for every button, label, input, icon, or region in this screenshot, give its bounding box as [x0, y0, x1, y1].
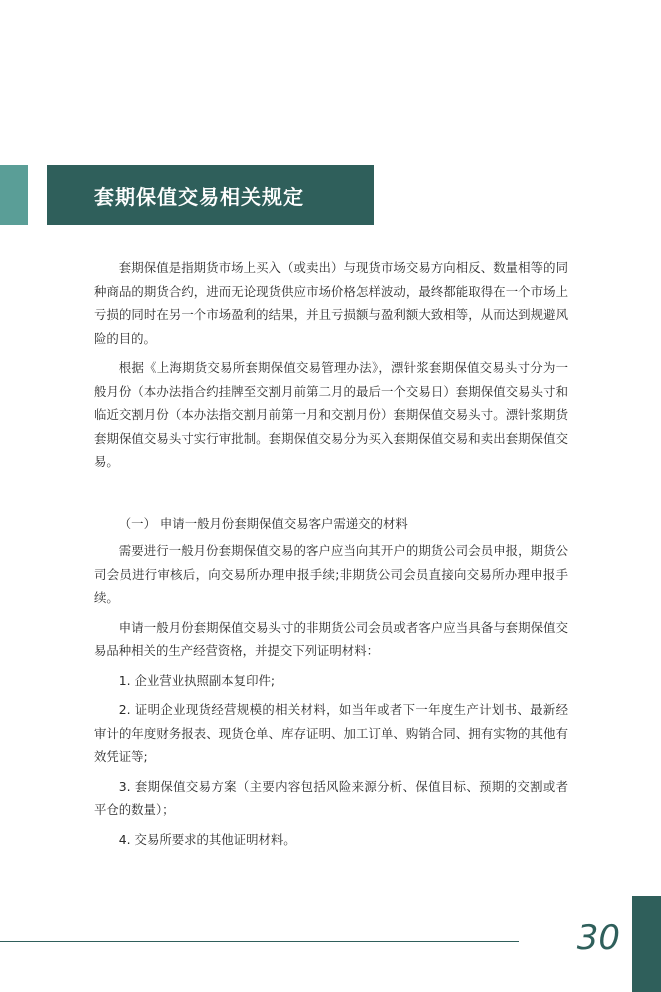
section-title: 套期保值交易相关规定	[94, 184, 304, 209]
footer-rule	[0, 941, 519, 942]
list-item-3: 3. 套期保值交易方案（主要内容包括风险来源分析、保值目标、预期的交割或者平仓的数量）；	[94, 778, 568, 817]
list-item-1: 1. 企业营业执照副本复印件;	[118, 672, 276, 688]
left-accent-block	[0, 165, 28, 225]
paragraph-definition: 套期保值是指期货市场上买入（或卖出）与现货市场交易方向相反、数量相等的同种商品的期货合约，进而无论现货供应市场价格怎样波动，最终都能取得在一个市场上亏损的同时在另一个市场盈利的结果，并且亏损额与盈利额大致相等，从而达到规避风险的目的。	[94, 260, 568, 346]
paragraph-requirements: 申请一般月份套期保值交易头寸的非期货公司会员或者客户应当具备与套期保值交易品种相关的生产经营资格，并提交下列证明材料：	[94, 619, 568, 658]
list-item-2: 2. 证明企业现货经营规模的相关材料，如当年或者下一年度生产计划书、最新经审计的年度财务报表、现货仓单、库存证明、加工订单、购销合同、拥有实物的其他有效凭证等;	[94, 702, 568, 764]
list-item-4: 4. 交易所要求的其他证明材料。	[118, 831, 296, 847]
page-number: 30	[576, 918, 620, 958]
body-text	[94, 256, 568, 857]
subsection-heading: （一） 申请一般月份套期保值交易客户需递交的材料	[118, 515, 408, 531]
paragraph-application: 需要进行一般月份套期保值交易的客户应当向其开户的期货公司会员申报，期货公司会员进行审核后，向交易所办理申报手续;非期货公司会员直接向交易所办理申报手续。	[94, 543, 568, 605]
section-title-banner	[47, 165, 374, 225]
paragraph-regulation: 根据《上海期货交易所套期保值交易管理办法》，漂针浆套期保值交易头寸分为一般月份（本办法指合约挂牌至交割月前第二月的最后一个交易日）套期保值交易头寸和临近交割月份（本办法指交割月前第一月和交割月份）套期保值交易头寸。漂针浆期货套期保值交易头寸实行审批制。套期保值交易分为买入套期保值交易和卖出套期保值交易。	[94, 360, 568, 469]
right-accent-block	[632, 896, 661, 992]
